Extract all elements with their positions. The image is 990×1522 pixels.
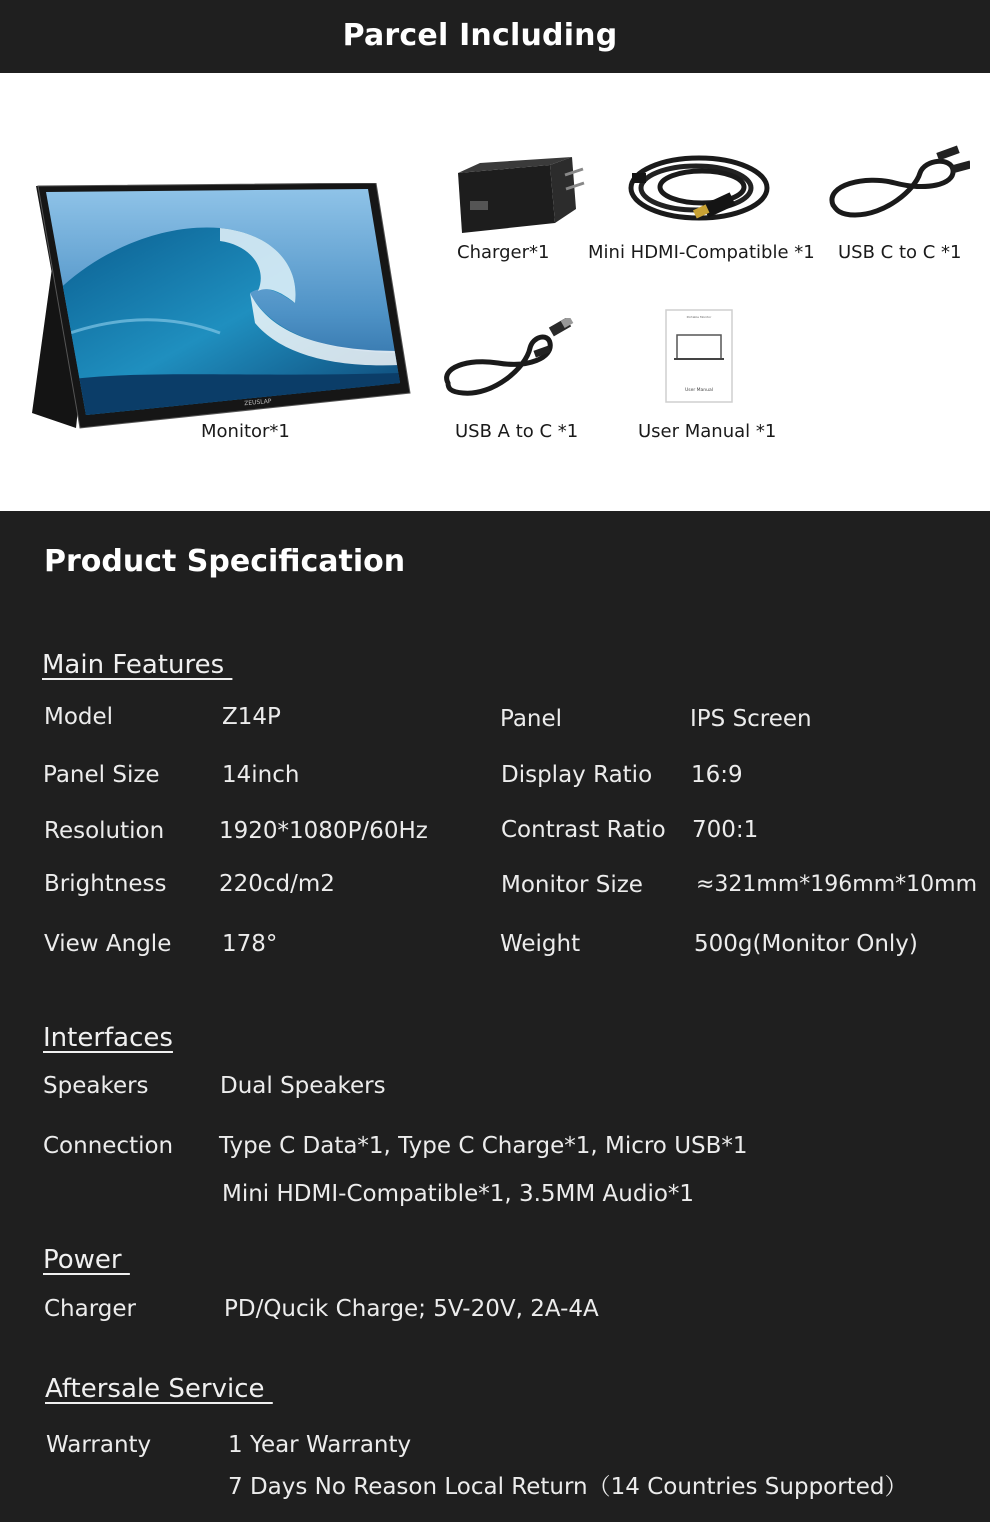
- spec-value: 16:9: [691, 762, 743, 788]
- spec-title: Product Specification: [44, 544, 406, 579]
- interfaces-heading: Interfaces: [43, 1023, 173, 1053]
- spec-label: Weight: [500, 931, 581, 957]
- spec-label: Brightness: [44, 871, 167, 897]
- manual-cover-heading: Portable Monitor: [686, 315, 712, 319]
- spec-value: ≈321mm*196mm*10mm: [696, 872, 977, 897]
- warranty-value-1: 1 Year Warranty: [228, 1432, 412, 1458]
- spec-value: 700:1: [692, 817, 759, 843]
- caption-usb-a-to-c: USB A to C *1: [455, 421, 579, 442]
- manual-cover-label: User Manual: [684, 388, 714, 393]
- spec-label: Display Ratio: [501, 762, 653, 788]
- monitor-brand-label: ZEUSLAP: [243, 397, 272, 408]
- caption-usb-c-to-c: USB C to C *1: [838, 242, 962, 263]
- spec-value: 178°: [222, 931, 278, 957]
- spec-value: 1920*1080P/60Hz: [219, 818, 428, 844]
- connection-value-2: Mini HDMI-Compatible*1, 3.5MM Audio*1: [222, 1181, 695, 1207]
- spec-value: 14inch: [222, 762, 300, 788]
- user-manual-image: [665, 309, 735, 404]
- spec-label: Panel Size: [43, 762, 160, 788]
- charger-label: Charger: [44, 1296, 136, 1322]
- aftersale-heading: Aftersale Service: [45, 1374, 273, 1404]
- power-heading: Power: [43, 1245, 130, 1275]
- spec-value: 500g(Monitor Only): [694, 931, 918, 957]
- spec-label: Monitor Size: [501, 872, 643, 898]
- usb-a-to-c-cable-image: [438, 318, 578, 403]
- warranty-label: Warranty: [46, 1432, 152, 1458]
- spec-value: IPS Screen: [690, 706, 812, 732]
- caption-user-manual: User Manual *1: [638, 421, 777, 442]
- usb-c-to-c-cable-image: [825, 145, 970, 230]
- connection-label: Connection: [43, 1133, 174, 1159]
- speakers-value: Dual Speakers: [220, 1073, 386, 1099]
- caption-hdmi: Mini HDMI-Compatible *1: [588, 242, 815, 263]
- spec-label: Model: [44, 704, 114, 730]
- main-features-heading: Main Features: [42, 650, 233, 680]
- charger-value: PD/Qucik Charge; 5V-20V, 2A-4A: [224, 1296, 599, 1322]
- spec-label: Resolution: [44, 818, 165, 844]
- connection-value-1: Type C Data*1, Type C Charge*1, Micro USB*1: [219, 1133, 748, 1159]
- spec-label: View Angle: [44, 931, 172, 957]
- spec-label: Panel: [500, 706, 563, 732]
- spec-value: Z14P: [222, 704, 281, 730]
- caption-monitor: Monitor*1: [201, 421, 290, 442]
- charger-image: [450, 153, 585, 238]
- header-bar: [0, 0, 990, 73]
- hdmi-cable-image: [624, 143, 774, 233]
- monitor-image: [30, 183, 415, 438]
- warranty-value-2: 7 Days No Reason Local Return（14 Countries Supported）: [228, 1474, 908, 1500]
- speakers-label: Speakers: [43, 1073, 149, 1099]
- spec-label: Contrast Ratio: [501, 817, 666, 843]
- caption-charger: Charger*1: [457, 242, 550, 263]
- parcel-section: [0, 73, 990, 511]
- page-title: Parcel Including: [342, 18, 618, 53]
- spec-value: 220cd/m2: [219, 871, 335, 897]
